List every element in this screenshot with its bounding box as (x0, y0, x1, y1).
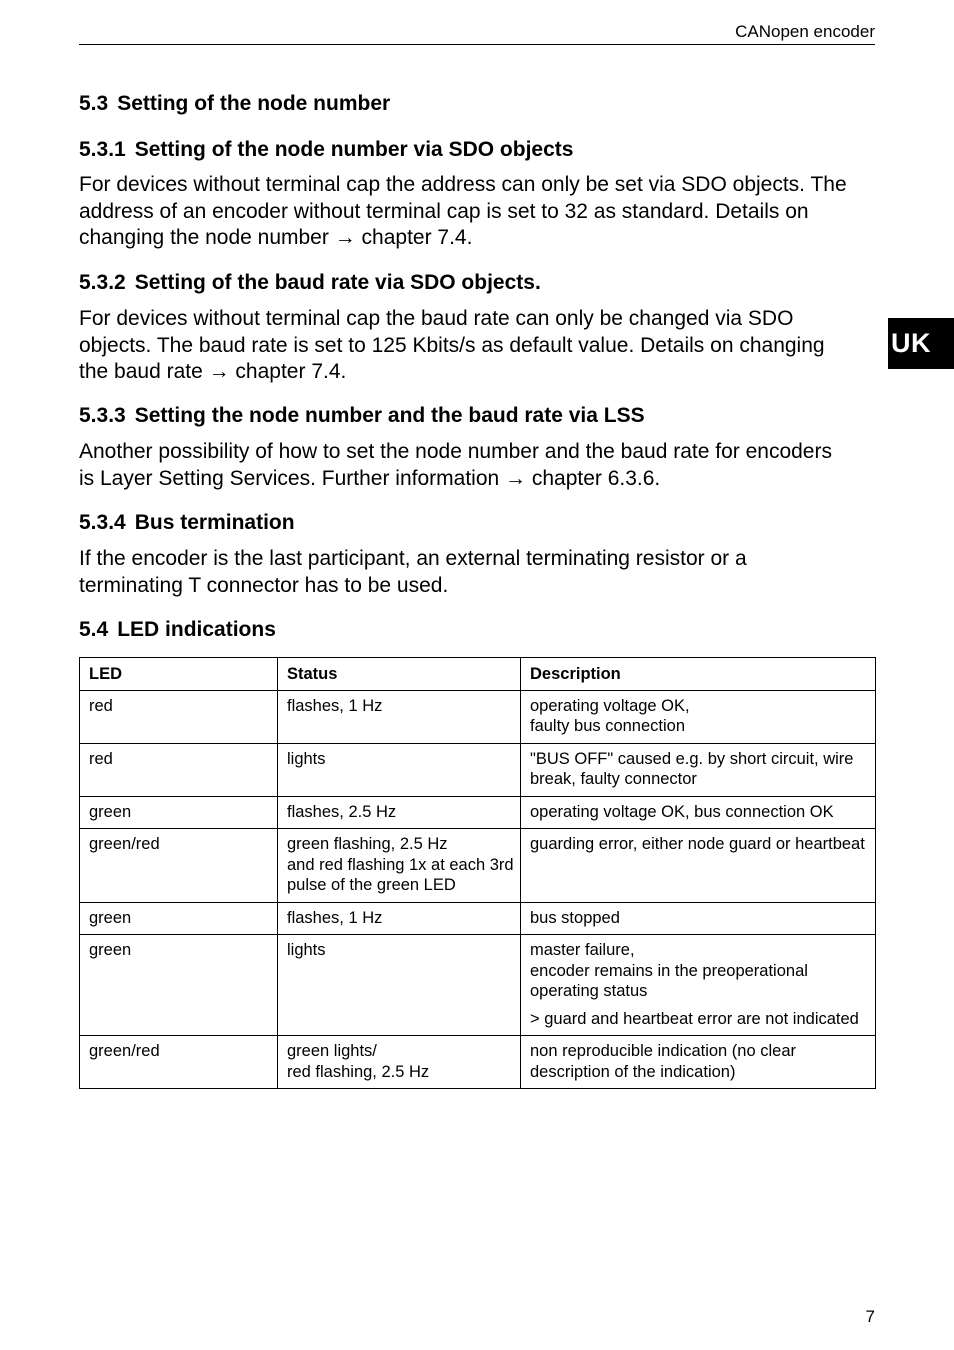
status-line: pulse of the green LED (287, 876, 456, 894)
status-line: lights (287, 941, 326, 959)
status-line: and red flashing 1x at each 3rd (287, 855, 514, 874)
status-cell (278, 690, 521, 743)
description-line: master failure, (530, 941, 635, 959)
paragraph-5-3-2 (79, 306, 879, 386)
description-line: operating status (530, 982, 648, 1000)
description-line: description of the indication) (530, 1062, 736, 1081)
paragraph-line: For devices without terminal cap the baud rate can only be changed via SDO (79, 307, 794, 330)
status-line: red flashing, 2.5 Hz (287, 1062, 430, 1081)
led-indications-table (79, 657, 876, 1089)
paragraph-line: If the encoder is the last participant, an external terminating resistor or a (79, 547, 747, 570)
paragraph-line: For devices without terminal cap the address can only be set via SDO objects. The (79, 173, 847, 196)
paragraph-line: address of an encoder without terminal cap is set to 32 as standard. Details on (79, 199, 809, 223)
led-cell: red (80, 743, 278, 796)
description-cell (521, 743, 876, 796)
table-row (80, 829, 876, 903)
header-title: CANopen encoder (735, 22, 875, 41)
heading-5-3 (79, 92, 390, 116)
led-cell: green/red (80, 1036, 278, 1089)
description-cell (521, 796, 876, 829)
paragraph-5-3-3 (79, 439, 879, 492)
status-line: green lights/ (287, 1042, 377, 1060)
page-number: 7 (865, 1307, 875, 1326)
status-cell (278, 743, 521, 796)
status-cell (278, 829, 521, 903)
status-cell (278, 796, 521, 829)
led-cell: green (80, 935, 278, 1036)
column-header-description: Description (521, 658, 876, 691)
description-line: encoder remains in the preoperational (530, 961, 808, 980)
led-cell: green (80, 902, 278, 935)
led-cell: green/red (80, 829, 278, 903)
description-line: break, faulty connector (530, 770, 697, 788)
status-line: flashes, 1 Hz (287, 696, 383, 715)
description-line: faulty bus connection (530, 717, 686, 735)
page-header (79, 20, 875, 45)
led-cell: red (80, 690, 278, 743)
paragraph-line: terminating T connector has to be used. (79, 573, 449, 597)
description-cell (521, 829, 876, 903)
language-tab-label: UK (891, 328, 931, 358)
heading-5-3-3 (79, 404, 645, 428)
status-cell (278, 1036, 521, 1089)
description-line: "BUS OFF" caused e.g. by short circuit, wire (530, 749, 854, 768)
paragraph-line: changing the node number → chapter 7.4. (79, 226, 473, 249)
status-line: green flashing, 2.5 Hz (287, 835, 448, 853)
table-row (80, 1036, 876, 1089)
heading-title: LED indications (117, 618, 276, 641)
status-line: flashes, 1 Hz (287, 908, 383, 927)
heading-title: Bus termination (134, 511, 295, 534)
description-line: operating voltage OK, bus connection OK (530, 802, 834, 821)
description-line: non reproducible indication (no clear (530, 1042, 796, 1060)
heading-title: Setting of the baud rate via SDO objects. (134, 271, 541, 294)
heading-number: 5.3.4 (79, 511, 126, 534)
table-row (80, 796, 876, 829)
description-cell (521, 935, 876, 1036)
status-line: flashes, 2.5 Hz (287, 802, 397, 821)
description-cell (521, 1036, 876, 1089)
table-row (80, 902, 876, 935)
language-tab-uk (888, 318, 954, 369)
heading-5-3-4 (79, 511, 295, 535)
led-cell: green (80, 796, 278, 829)
heading-number: 5.3.1 (79, 138, 126, 161)
heading-number: 5.3 (79, 92, 109, 115)
column-header-status: Status (278, 658, 521, 691)
paragraph-5-3-4 (79, 546, 879, 599)
heading-number: 5.3.3 (79, 404, 126, 427)
status-cell (278, 902, 521, 935)
table-header-row (80, 658, 876, 691)
column-header-led: LED (80, 658, 278, 691)
heading-number: 5.3.2 (79, 271, 126, 294)
description-note: > guard and heartbeat error are not indicated (530, 1009, 859, 1028)
paragraph-line: the baud rate → chapter 7.4. (79, 360, 347, 383)
status-cell (278, 935, 521, 1036)
heading-title: Setting of the node number via SDO objects (134, 138, 574, 161)
description-line: bus stopped (530, 908, 620, 927)
description-cell (521, 690, 876, 743)
description-line: operating voltage OK, (530, 696, 690, 715)
description-line: guarding error, either node guard or heartbeat (530, 835, 865, 853)
heading-title: Setting the node number and the baud rate via LSS (134, 404, 645, 427)
paragraph-line: Another possibility of how to set the node number and the baud rate for encoders (79, 440, 832, 463)
heading-5-3-2 (79, 271, 541, 295)
heading-title: Setting of the node number (117, 92, 391, 115)
status-line: lights (287, 749, 326, 768)
table-row (80, 690, 876, 743)
table-row (80, 743, 876, 796)
heading-number: 5.4 (79, 618, 109, 641)
paragraph-line: objects. The baud rate is set to 125 Kbits/s as default value. Details on changing (79, 333, 825, 357)
description-cell (521, 902, 876, 935)
paragraph-line: is Layer Setting Services. Further information → chapter 6.3.6. (79, 466, 661, 490)
heading-5-4 (79, 618, 276, 642)
table-row (80, 935, 876, 1036)
heading-5-3-1 (79, 138, 573, 162)
paragraph-5-3-1 (79, 172, 879, 252)
